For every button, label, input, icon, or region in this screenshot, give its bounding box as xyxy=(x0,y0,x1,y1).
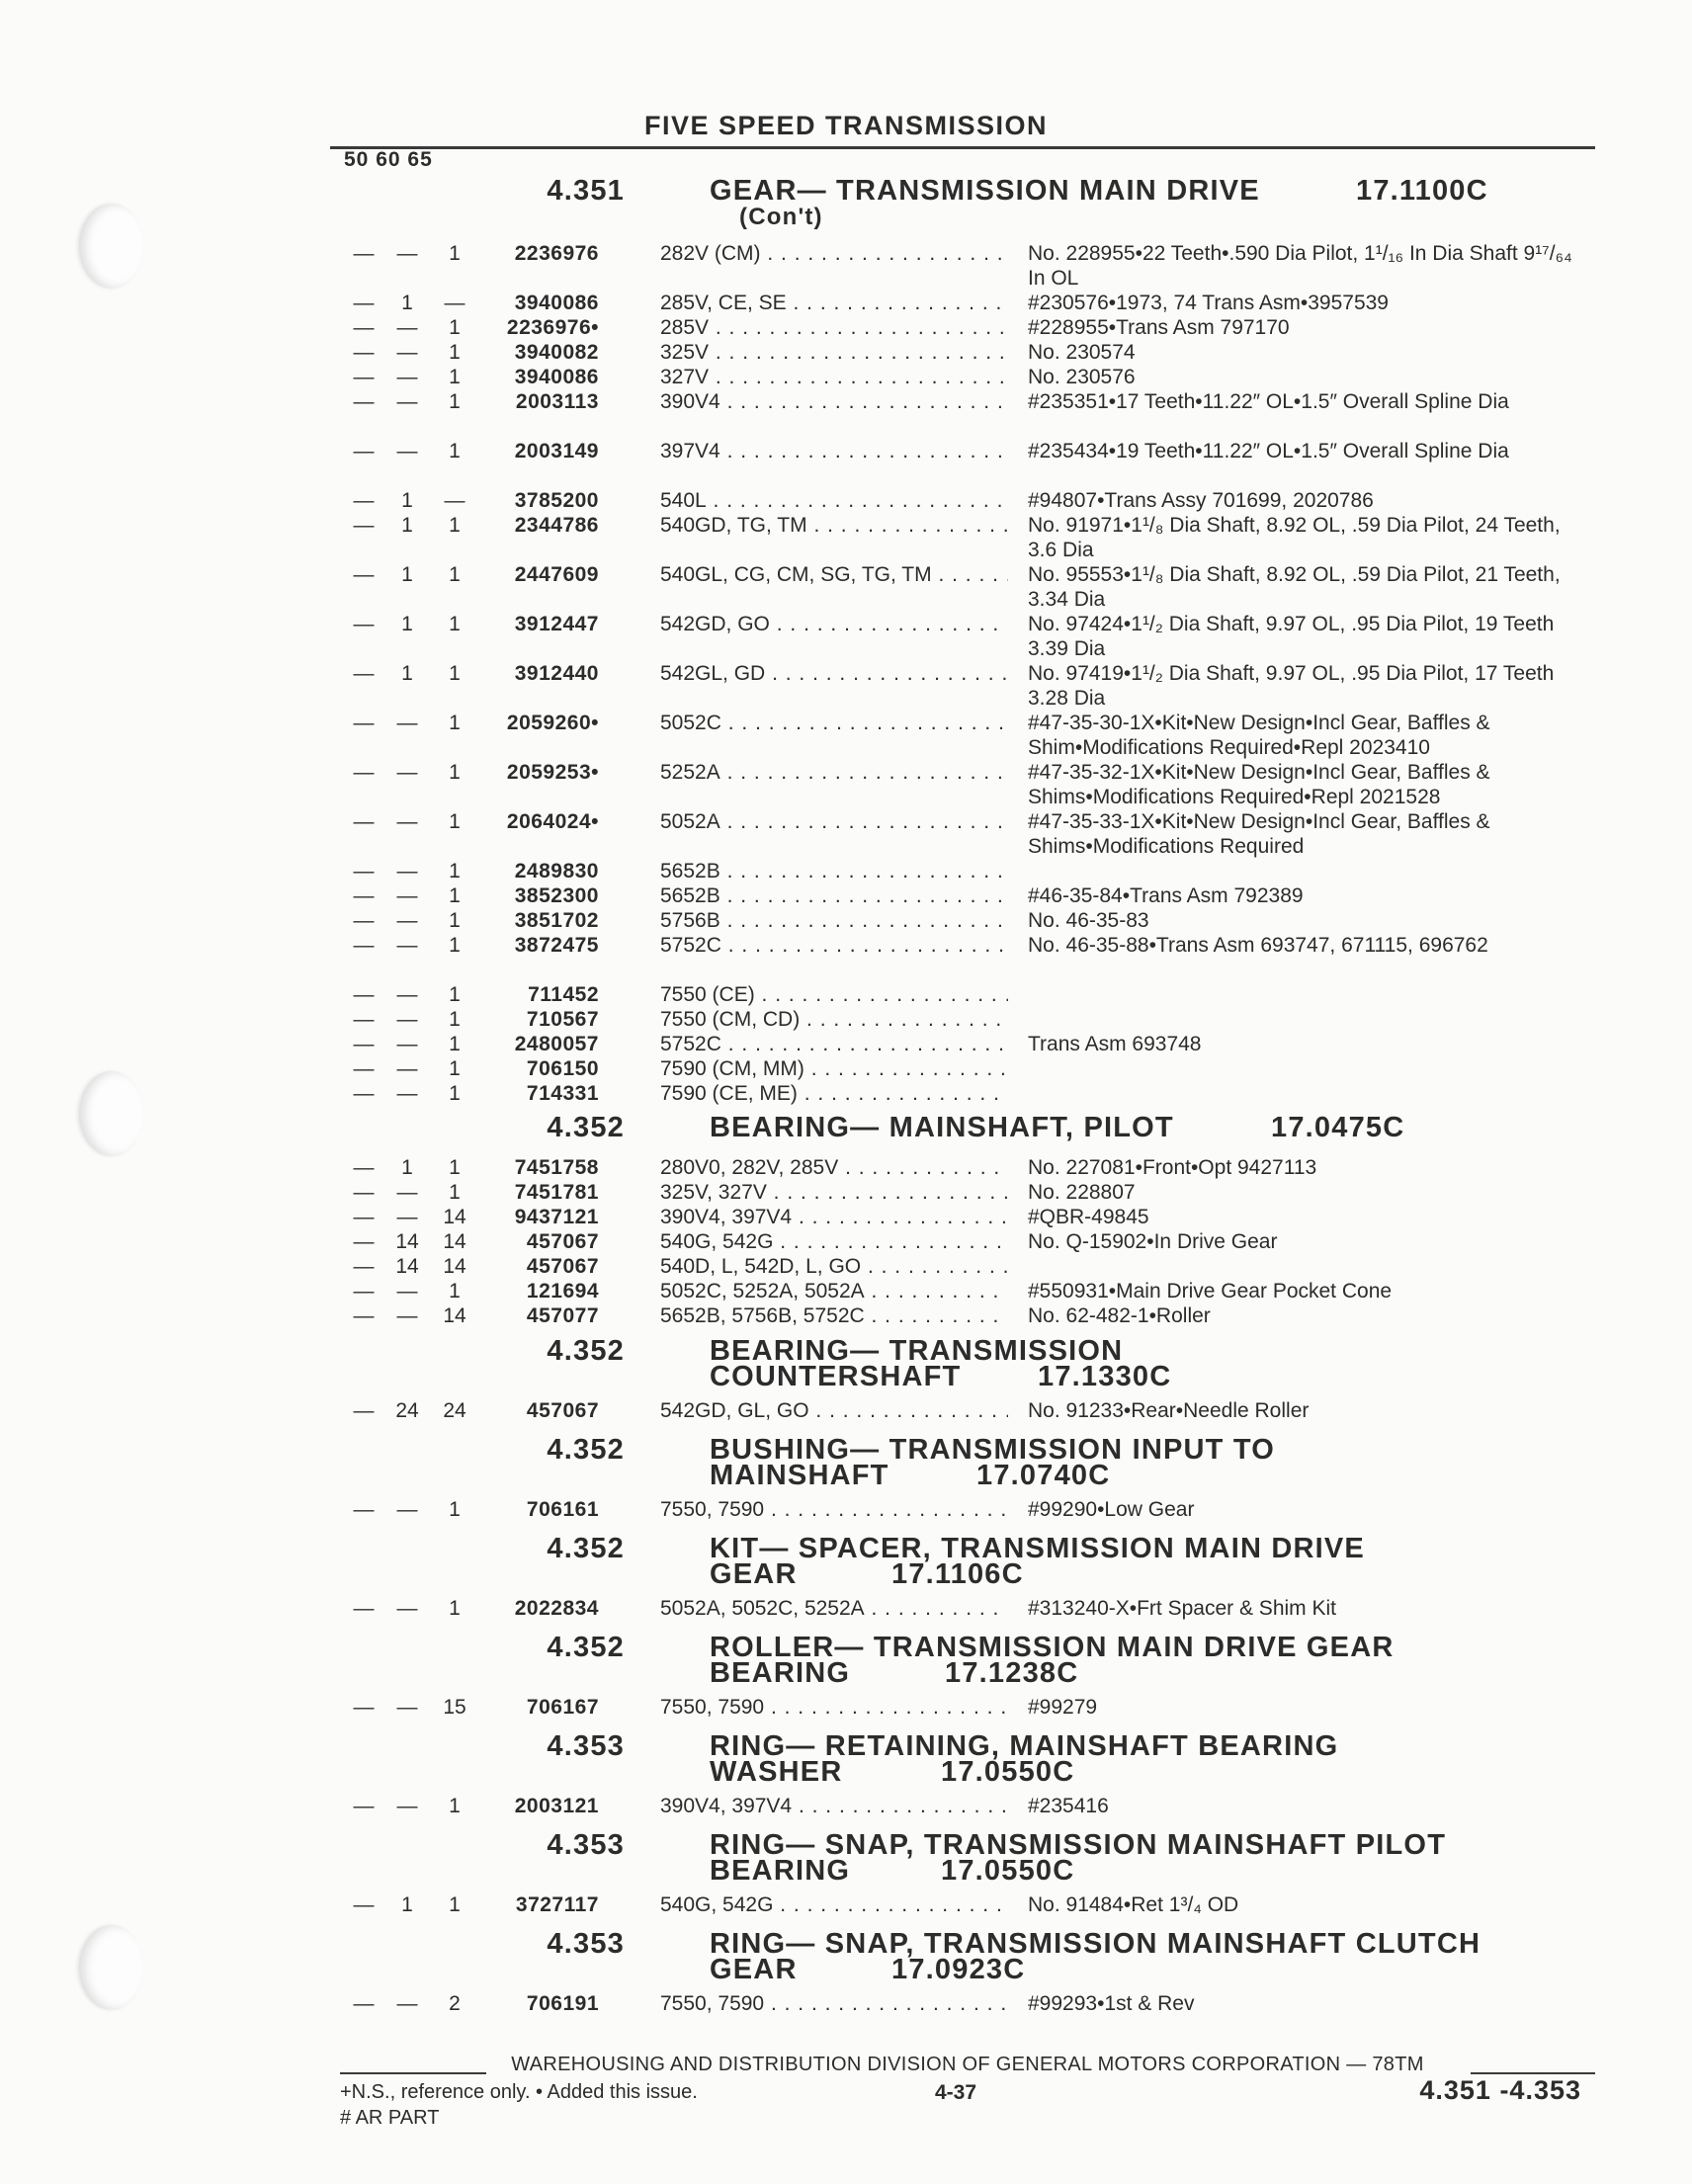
qty-65-cell: 1 xyxy=(449,761,461,784)
ar-part-note: # AR PART xyxy=(340,2107,440,2129)
qty-65-cell: 1 xyxy=(449,1280,461,1302)
application-model: 285V . . . xyxy=(660,315,1008,340)
section-heading xyxy=(0,1434,1692,1496)
section-title-line2: BEARING xyxy=(710,1855,851,1887)
section-heading xyxy=(0,1928,1692,1990)
qty-65-cell: 1 xyxy=(449,514,461,537)
qty-65-cell: 14 xyxy=(443,1255,466,1278)
qty-65-cell: — xyxy=(444,292,465,314)
section-title: RING— SNAP, TRANSMISSION MAINSHAFT CLUTCH xyxy=(710,1928,1481,1960)
application-model: 282V (CM) . . . xyxy=(660,241,1008,266)
qty-65-cell: 1 xyxy=(449,884,461,907)
qty-65-cell: 1 xyxy=(449,1033,461,1055)
qty-50-cell: — xyxy=(353,1206,375,1228)
section-category-code: 17.1330C xyxy=(1038,1361,1172,1392)
qty-60-cell: — xyxy=(396,390,418,413)
qty-65-cell: 1 xyxy=(449,316,461,339)
qty-60-cell: 1 xyxy=(401,489,413,512)
qty-60-cell: — xyxy=(396,1597,418,1620)
qty-50-cell: — xyxy=(353,390,375,413)
application-model: 390V4, 397V4 . . . xyxy=(660,1794,1008,1818)
qty-60-cell: — xyxy=(396,934,418,957)
application-model: 540G, 542G . . . xyxy=(660,1892,1008,1917)
qty-50-cell: — xyxy=(353,292,375,314)
part-number: 2236976• xyxy=(506,316,599,339)
qty-60-cell: — xyxy=(396,1498,418,1521)
qty-65-cell: 1 xyxy=(449,712,461,734)
part-description: #94807•Trans Assy 701699, 2020786 xyxy=(1028,489,1374,512)
qty-65-cell: 1 xyxy=(449,1156,461,1179)
qty-50-cell: — xyxy=(353,1280,375,1302)
part-description: No. 46-35-83 xyxy=(1028,909,1149,932)
qty-50-cell: — xyxy=(353,1399,375,1422)
application-model: 540GL, CG, CM, SG, TG, TM . . . xyxy=(660,562,1008,587)
qty-60-cell: 14 xyxy=(395,1255,419,1278)
part-description: #47-35-33-1X•Kit•New Design•Incl Gear, Baffles & Shims•Modifications Required xyxy=(1028,810,1490,858)
qty-65-cell: 24 xyxy=(443,1399,466,1422)
part-description: No. 91484•Ret 1³/₄ OD xyxy=(1028,1893,1239,1916)
part-number: 3872475 xyxy=(514,934,599,957)
part-description: No. 91971•1¹/₈ Dia Shaft, 8.92 OL, .59 Dia Pilot, 24 Teeth, 3.6 Dia xyxy=(1028,514,1561,561)
part-number: 7451781 xyxy=(514,1181,599,1204)
part-number: 2003149 xyxy=(514,440,599,462)
section-title-line2: WASHER xyxy=(710,1756,843,1788)
qty-60-cell: — xyxy=(396,1008,418,1031)
part-number: 2236976 xyxy=(514,242,599,265)
model-columns-header: 50 60 65 xyxy=(344,148,433,171)
qty-65-cell: — xyxy=(444,489,465,512)
qty-50-cell: — xyxy=(353,1304,375,1327)
section-category-code: 17.0740C xyxy=(976,1460,1111,1491)
part-description: No. Q-15902•In Drive Gear xyxy=(1028,1230,1278,1253)
application-model: 325V . . . xyxy=(660,340,1008,365)
part-number: 3852300 xyxy=(514,884,599,907)
part-description: #228955•Trans Asm 797170 xyxy=(1028,316,1290,339)
qty-65-cell: 1 xyxy=(449,1181,461,1204)
application-model: 540GD, TG, TM . . . xyxy=(660,513,1008,538)
section-category-code: 17.1100C xyxy=(1356,175,1488,207)
qty-65-cell: 14 xyxy=(443,1206,466,1228)
section-heading xyxy=(0,1730,1692,1793)
qty-50-cell: — xyxy=(353,1008,375,1031)
qty-65-cell: 1 xyxy=(449,934,461,957)
part-number: 2003121 xyxy=(514,1795,599,1817)
part-number: 711452 xyxy=(528,983,599,1006)
qty-60-cell: 14 xyxy=(395,1230,419,1253)
section-category-code: 17.0923C xyxy=(891,1954,1026,1985)
part-number: 3785200 xyxy=(514,489,599,512)
application-model: 5052C, 5252A, 5052A . . . xyxy=(660,1279,1008,1303)
section-heading xyxy=(0,1632,1692,1694)
qty-50-cell: — xyxy=(353,1033,375,1055)
qty-50-cell: — xyxy=(353,1795,375,1817)
part-description: No. 97424•1¹/₂ Dia Shaft, 9.97 OL, .95 Dia Pilot, 19 Teeth 3.39 Dia xyxy=(1028,613,1555,660)
part-number: 2003113 xyxy=(515,390,599,413)
application-model: 5652B . . . xyxy=(660,883,1008,908)
part-description: #550931•Main Drive Gear Pocket Cone xyxy=(1028,1280,1393,1302)
qty-50-cell: — xyxy=(353,1893,375,1916)
application-model: 7550 (CM, CD) . . . xyxy=(660,1007,1008,1032)
qty-65-cell: 1 xyxy=(449,613,461,635)
qty-50-cell: — xyxy=(353,440,375,462)
section-title: KIT— SPACER, TRANSMISSION MAIN DRIVE xyxy=(710,1533,1365,1564)
section-category-code: 17.1238C xyxy=(945,1657,1079,1689)
part-description: #230576•1973, 74 Trans Asm•3957539 xyxy=(1028,292,1389,314)
section-category-code: 17.0550C xyxy=(941,1756,1075,1788)
section-heading xyxy=(0,1829,1692,1891)
part-number: 714331 xyxy=(526,1082,599,1105)
part-description: No. 227081•Front•Opt 9427113 xyxy=(1028,1156,1317,1179)
section-title-line2: MAINSHAFT xyxy=(710,1460,889,1491)
section-code: 4.352 xyxy=(547,1434,625,1466)
part-number: 706150 xyxy=(526,1057,599,1080)
section-heading xyxy=(0,1335,1692,1397)
qty-65-cell: 1 xyxy=(449,662,461,685)
part-description: No. 62-482-1•Roller xyxy=(1028,1304,1211,1327)
footer-division-text: WAREHOUSING AND DISTRIBUTION DIVISION OF GENERAL MOTORS CORPORATION — 78TM xyxy=(511,2054,1424,2075)
section-code: 4.351 xyxy=(547,175,625,207)
qty-60-cell: — xyxy=(396,810,418,833)
application-model: 7550, 7590 . . . xyxy=(660,1991,1008,2016)
qty-60-cell: — xyxy=(396,316,418,339)
qty-50-cell: — xyxy=(353,1057,375,1080)
part-number: 3912447 xyxy=(514,613,599,635)
qty-65-cell: 1 xyxy=(449,440,461,462)
section-title: ROLLER— TRANSMISSION MAIN DRIVE GEAR xyxy=(710,1632,1395,1663)
part-number: 710567 xyxy=(526,1008,599,1031)
qty-50-cell: — xyxy=(353,761,375,784)
qty-50-cell: — xyxy=(353,613,375,635)
section-code: 4.353 xyxy=(547,1829,625,1861)
qty-50-cell: — xyxy=(353,1082,375,1105)
part-number: 706191 xyxy=(526,1992,599,2015)
part-number: 457067 xyxy=(526,1230,599,1253)
qty-65-cell: 14 xyxy=(443,1230,466,1253)
part-number: 706167 xyxy=(526,1696,599,1719)
application-model: 397V4 . . . xyxy=(660,439,1008,463)
qty-50-cell: — xyxy=(353,563,375,586)
qty-50-cell: — xyxy=(353,316,375,339)
part-description: #46-35-84•Trans Asm 792389 xyxy=(1028,884,1304,907)
qty-65-cell: 1 xyxy=(449,1008,461,1031)
section-code: 4.352 xyxy=(547,1335,625,1367)
section-category-code: 17.0475C xyxy=(1271,1112,1405,1143)
section-code: 4.353 xyxy=(547,1730,625,1762)
application-model: 542GL, GD . . . xyxy=(660,661,1008,686)
part-description: #235351•17 Teeth•11.22″ OL•1.5″ Overall Spline Dia xyxy=(1028,390,1509,413)
application-model: 5756B . . . xyxy=(660,908,1008,933)
part-number: 2480057 xyxy=(514,1033,599,1055)
application-model: 390V4 . . . xyxy=(660,389,1008,414)
qty-65-cell: 1 xyxy=(449,1795,461,1817)
qty-65-cell: 1 xyxy=(449,366,461,388)
application-model: 280V0, 282V, 285V . . . xyxy=(660,1155,1008,1180)
part-number: 121694 xyxy=(526,1280,599,1302)
qty-65-cell: 2 xyxy=(449,1992,461,2015)
qty-60-cell: — xyxy=(396,1696,418,1719)
section-title: RING— RETAINING, MAINSHAFT BEARING xyxy=(710,1730,1339,1762)
qty-60-cell: 1 xyxy=(401,662,413,685)
part-number: 3940086 xyxy=(514,292,599,314)
part-number: 2447609 xyxy=(514,563,599,586)
qty-50-cell: — xyxy=(353,366,375,388)
part-description: No. 95553•1¹/₈ Dia Shaft, 8.92 OL, .59 Dia Pilot, 21 Teeth, 3.34 Dia xyxy=(1028,563,1561,611)
part-number: 3912440 xyxy=(514,662,599,685)
section-title-line2: GEAR xyxy=(710,1558,798,1590)
header-rule xyxy=(330,146,1595,149)
part-description: #235434•19 Teeth•11.22″ OL•1.5″ Overall Spline Dia xyxy=(1028,440,1509,462)
qty-65-cell: 1 xyxy=(449,983,461,1006)
part-description: No. 228955•22 Teeth•.590 Dia Pilot, 1¹/₁₆ In Dia Shaft 9¹⁷/₆₄ In OL xyxy=(1028,242,1572,290)
qty-50-cell: — xyxy=(353,712,375,734)
qty-65-cell: 1 xyxy=(449,563,461,586)
qty-60-cell: — xyxy=(396,1057,418,1080)
qty-50-cell: — xyxy=(353,1992,375,2015)
part-description: No. 230576 xyxy=(1028,366,1136,388)
section-title: BEARING— MAINSHAFT, PILOT xyxy=(710,1112,1174,1143)
application-model: 540G, 542G . . . xyxy=(660,1229,1008,1254)
qty-60-cell: 24 xyxy=(395,1399,419,1422)
section-code: 4.352 xyxy=(547,1632,625,1663)
qty-60-cell: — xyxy=(396,1304,418,1327)
part-description: #235416 xyxy=(1028,1795,1109,1817)
application-model: 5752C . . . xyxy=(660,933,1008,958)
footer-rule-right xyxy=(1471,2072,1595,2074)
qty-50-cell: — xyxy=(353,1181,375,1204)
qty-65-cell: 1 xyxy=(449,341,461,364)
application-model: 5052A . . . xyxy=(660,809,1008,834)
part-description: #99290•Low Gear xyxy=(1028,1498,1195,1521)
qty-65-cell: 1 xyxy=(449,1597,461,1620)
part-description: No. 46-35-88•Trans Asm 693747, 671115, 696762 xyxy=(1028,934,1488,957)
qty-60-cell: — xyxy=(396,1992,418,2015)
page-title: FIVE SPEED TRANSMISSION xyxy=(643,111,1049,140)
qty-50-cell: — xyxy=(353,909,375,932)
qty-60-cell: — xyxy=(396,341,418,364)
section-title-line2: GEAR xyxy=(710,1954,798,1985)
qty-50-cell: — xyxy=(353,884,375,907)
part-number: 2489830 xyxy=(514,860,599,882)
qty-50-cell: — xyxy=(353,934,375,957)
qty-60-cell: — xyxy=(396,1206,418,1228)
qty-60-cell: 1 xyxy=(401,514,413,537)
section-code: 4.352 xyxy=(547,1533,625,1564)
part-number: 2022834 xyxy=(514,1597,599,1620)
application-model: 7590 (CE, ME) . . . xyxy=(660,1081,1008,1106)
part-description: No. 97419•1¹/₂ Dia Shaft, 9.97 OL, .95 Dia Pilot, 17 Teeth 3.28 Dia xyxy=(1028,662,1555,710)
qty-60-cell: — xyxy=(396,1033,418,1055)
part-description: No. 91233•Rear•Needle Roller xyxy=(1028,1399,1310,1422)
part-description: #47-35-32-1X•Kit•New Design•Incl Gear, Baffles & Shims•Modifications Required•Repl 2021528 xyxy=(1028,761,1490,808)
qty-60-cell: — xyxy=(396,761,418,784)
application-model: 5052A, 5052C, 5252A . . . xyxy=(660,1596,1008,1621)
qty-50-cell: — xyxy=(353,514,375,537)
qty-65-cell: 1 xyxy=(449,242,461,265)
application-model: 542GD, GL, GO . . . xyxy=(660,1398,1008,1423)
part-number: 457077 xyxy=(526,1304,599,1327)
part-description: #QBR-49845 xyxy=(1028,1206,1149,1228)
part-description: Trans Asm 693748 xyxy=(1028,1033,1202,1055)
section-title: BUSHING— TRANSMISSION INPUT TO xyxy=(710,1434,1275,1466)
section-title: RING— SNAP, TRANSMISSION MAINSHAFT PILOT xyxy=(710,1829,1447,1861)
application-model: 5252A . . . xyxy=(660,760,1008,785)
part-number: 9437121 xyxy=(514,1206,599,1228)
part-number: 2344786 xyxy=(514,514,599,537)
part-number: 2064024• xyxy=(506,810,599,833)
application-model: 390V4, 397V4 . . . xyxy=(660,1205,1008,1229)
qty-60-cell: — xyxy=(396,1181,418,1204)
part-description: No. 228807 xyxy=(1028,1181,1136,1204)
qty-50-cell: — xyxy=(353,983,375,1006)
section-subtitle: (Con't) xyxy=(739,204,823,230)
application-model: 540L . . . xyxy=(660,488,1008,513)
qty-50-cell: — xyxy=(353,662,375,685)
application-model: 7550 (CE) . . . xyxy=(660,982,1008,1007)
qty-50-cell: — xyxy=(353,1230,375,1253)
qty-50-cell: — xyxy=(353,860,375,882)
application-model: 285V, CE, SE . . . xyxy=(660,291,1008,315)
qty-60-cell: — xyxy=(396,1082,418,1105)
part-number: 3940086 xyxy=(514,366,599,388)
qty-65-cell: 1 xyxy=(449,810,461,833)
qty-50-cell: — xyxy=(353,489,375,512)
application-model: 5652B . . . xyxy=(660,859,1008,883)
application-model: 5052C . . . xyxy=(660,711,1008,735)
application-model: 325V, 327V . . . xyxy=(660,1180,1008,1205)
part-description: #313240-X•Frt Spacer & Shim Kit xyxy=(1028,1597,1336,1620)
qty-60-cell: — xyxy=(396,909,418,932)
qty-60-cell: — xyxy=(396,366,418,388)
section-category-code: 17.0550C xyxy=(941,1855,1075,1887)
part-number: 706161 xyxy=(526,1498,599,1521)
footer-legend: +N.S., reference only. • Added this issue. xyxy=(340,2081,698,2103)
section-code: 4.352 xyxy=(547,1112,625,1143)
qty-60-cell: 1 xyxy=(401,1156,413,1179)
application-model: 7550, 7590 . . . xyxy=(660,1497,1008,1522)
qty-65-cell: 1 xyxy=(449,1057,461,1080)
part-description: No. 230574 xyxy=(1028,341,1136,364)
qty-50-cell: — xyxy=(353,1255,375,1278)
page-number: 4-37 xyxy=(935,2081,977,2104)
qty-60-cell: 1 xyxy=(401,613,413,635)
qty-60-cell: — xyxy=(396,983,418,1006)
application-model: 5652B, 5756B, 5752C . . . xyxy=(660,1303,1008,1328)
part-description: #47-35-30-1X•Kit•New Design•Incl Gear, Baffles & Shim•Modifications Required•Repl 2023410 xyxy=(1028,712,1490,759)
part-description: #99293•1st & Rev xyxy=(1028,1992,1195,2015)
section-range: 4.351 -4.353 xyxy=(1419,2075,1581,2105)
qty-65-cell: 1 xyxy=(449,1498,461,1521)
qty-65-cell: 1 xyxy=(449,860,461,882)
part-description: #99279 xyxy=(1028,1696,1098,1719)
qty-65-cell: 1 xyxy=(449,909,461,932)
qty-60-cell: — xyxy=(396,884,418,907)
qty-50-cell: — xyxy=(353,341,375,364)
qty-60-cell: 1 xyxy=(401,1893,413,1916)
qty-50-cell: — xyxy=(353,1696,375,1719)
qty-50-cell: — xyxy=(353,242,375,265)
qty-50-cell: — xyxy=(353,1597,375,1620)
qty-65-cell: 15 xyxy=(443,1696,466,1719)
qty-60-cell: — xyxy=(396,860,418,882)
section-title-line2: BEARING xyxy=(710,1657,851,1689)
application-model: 5752C . . . xyxy=(660,1032,1008,1056)
section-category-code: 17.1106C xyxy=(891,1558,1024,1590)
part-number: 457067 xyxy=(526,1255,599,1278)
section-title: GEAR— TRANSMISSION MAIN DRIVE xyxy=(710,175,1260,207)
qty-60-cell: — xyxy=(396,1795,418,1817)
application-model: 327V . . . xyxy=(660,365,1008,389)
section-heading xyxy=(0,1533,1692,1595)
qty-50-cell: — xyxy=(353,810,375,833)
qty-50-cell: — xyxy=(353,1498,375,1521)
qty-60-cell: — xyxy=(396,1280,418,1302)
part-number: 7451758 xyxy=(514,1156,599,1179)
part-number: 3940082 xyxy=(514,341,599,364)
part-number: 3851702 xyxy=(514,909,599,932)
section-heading xyxy=(0,175,1692,237)
qty-60-cell: 1 xyxy=(401,292,413,314)
qty-50-cell: — xyxy=(353,1156,375,1179)
qty-60-cell: — xyxy=(396,712,418,734)
section-title-line2: COUNTERSHAFT xyxy=(710,1361,962,1392)
qty-65-cell: 1 xyxy=(449,1082,461,1105)
part-number: 457067 xyxy=(526,1399,599,1422)
qty-60-cell: — xyxy=(396,440,418,462)
qty-60-cell: — xyxy=(396,242,418,265)
application-model: 7590 (CM, MM) . . . xyxy=(660,1056,1008,1081)
application-model: 542GD, GO . . . xyxy=(660,612,1008,636)
part-number: 2059260• xyxy=(506,712,599,734)
section-title: BEARING— TRANSMISSION xyxy=(710,1335,1124,1367)
part-number: 3727117 xyxy=(515,1893,599,1916)
part-number: 2059253• xyxy=(506,761,599,784)
application-model: 540D, L, 542D, L, GO . . . xyxy=(660,1254,1008,1279)
section-code: 4.353 xyxy=(547,1928,625,1960)
qty-65-cell: 14 xyxy=(443,1304,466,1327)
qty-65-cell: 1 xyxy=(449,1893,461,1916)
qty-60-cell: 1 xyxy=(401,563,413,586)
application-model: 7550, 7590 . . . xyxy=(660,1695,1008,1720)
qty-65-cell: 1 xyxy=(449,390,461,413)
